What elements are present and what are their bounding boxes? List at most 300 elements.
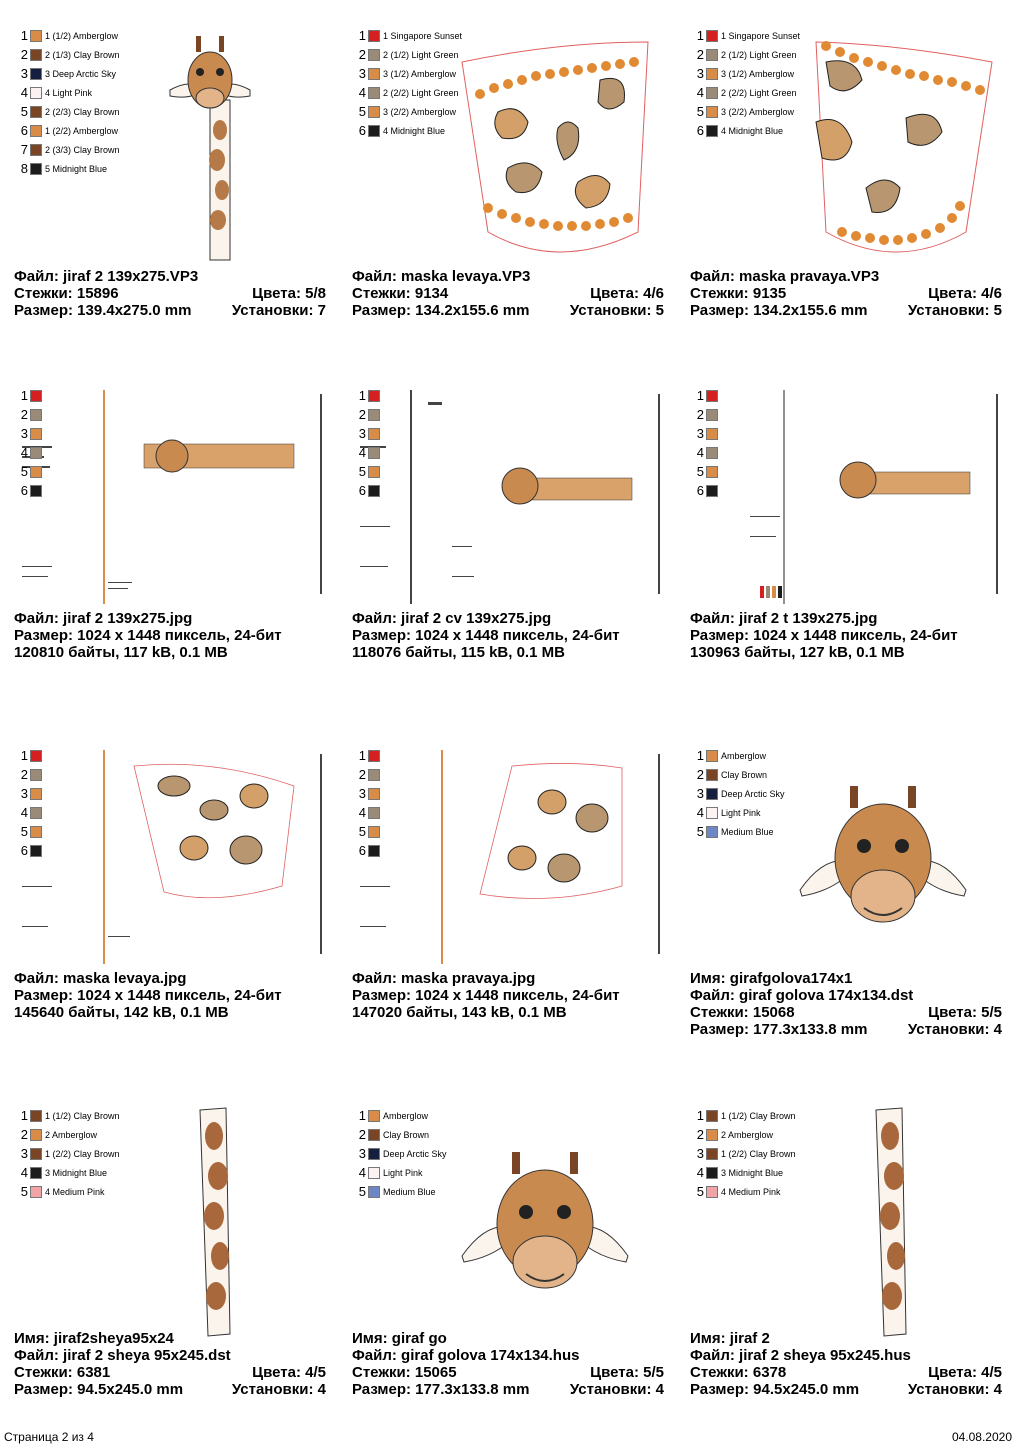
palette-entry bbox=[16, 841, 128, 860]
palette-index: 6 bbox=[20, 843, 28, 858]
palette-index: 3 bbox=[358, 1146, 366, 1161]
palette-entry bbox=[692, 1163, 804, 1182]
palette-entry bbox=[692, 803, 804, 822]
color-swatch bbox=[368, 1148, 380, 1160]
palette-index: 4 bbox=[358, 85, 366, 100]
palette-index: 6 bbox=[358, 123, 366, 138]
palette-entry bbox=[16, 443, 128, 462]
palette-entry bbox=[354, 386, 466, 405]
thread-name: Medium Blue bbox=[383, 1186, 436, 1197]
info-label: Размер: 134.2x155.6 mm bbox=[690, 302, 868, 319]
palette-entry bbox=[16, 102, 128, 121]
info-line bbox=[352, 627, 664, 644]
info-label: Размер: 177.3x133.8 mm bbox=[352, 1381, 530, 1398]
color-swatch bbox=[30, 826, 42, 838]
info-label: Стежки: 15068 bbox=[690, 1004, 795, 1021]
info-label: Файл: jiraf 2 139x275.jpg bbox=[14, 610, 193, 627]
palette-index: 1 bbox=[358, 28, 366, 43]
info-label: Имя: jiraf 2 bbox=[690, 1330, 770, 1347]
giraffe-neck-art bbox=[196, 1106, 236, 1338]
palette-entry bbox=[692, 1106, 804, 1125]
info-line bbox=[690, 970, 1002, 987]
design-card-maska-levaya-vp3[interactable] bbox=[352, 26, 672, 376]
thread-name: 4 Medium Pink bbox=[721, 1186, 781, 1197]
info-line bbox=[352, 987, 664, 1004]
thread-name: 2 (1/2) Light Green bbox=[383, 49, 459, 60]
palette-entry bbox=[354, 443, 466, 462]
color-swatch bbox=[368, 466, 380, 478]
info-value: Цвета: 5/8 bbox=[252, 285, 326, 302]
design-info bbox=[690, 1330, 1002, 1398]
color-swatch bbox=[30, 144, 42, 156]
palette-entry bbox=[692, 45, 804, 64]
info-value: Цвета: 4/5 bbox=[928, 1364, 1002, 1381]
info-line bbox=[690, 1330, 1002, 1347]
info-line bbox=[690, 987, 1002, 1004]
color-swatch bbox=[368, 769, 380, 781]
color-swatch bbox=[706, 1148, 718, 1160]
info-label: Размер: 1024 x 1448 пиксель, 24-бит bbox=[690, 627, 958, 644]
design-card-jiraf-vp3[interactable] bbox=[14, 26, 334, 376]
palette-index: 7 bbox=[20, 142, 28, 157]
thread-name: 2 Amberglow bbox=[45, 1129, 98, 1140]
info-line bbox=[690, 1364, 1002, 1381]
color-swatch bbox=[30, 1167, 42, 1179]
info-label: Файл: maska levaya.VP3 bbox=[352, 268, 531, 285]
palette-entry bbox=[16, 121, 128, 140]
palette-index: 3 bbox=[20, 426, 28, 441]
info-line bbox=[14, 1381, 326, 1398]
palette-index: 2 bbox=[20, 767, 28, 782]
color-swatch bbox=[30, 49, 42, 61]
palette-index: 5 bbox=[20, 1184, 28, 1199]
info-label: Размер: 94.5x245.0 mm bbox=[690, 1381, 860, 1398]
info-line bbox=[690, 302, 1002, 319]
color-palette bbox=[692, 1106, 804, 1201]
palette-entry bbox=[354, 1144, 466, 1163]
palette-entry bbox=[354, 1163, 466, 1182]
color-palette bbox=[692, 26, 804, 140]
palette-index: 1 bbox=[696, 748, 704, 763]
palette-entry bbox=[16, 83, 128, 102]
palette-index: 4 bbox=[358, 445, 366, 460]
color-swatch bbox=[706, 466, 718, 478]
thread-name: 1 (1/2) Clay Brown bbox=[45, 1110, 120, 1121]
palette-index: 2 bbox=[358, 407, 366, 422]
info-label: 130963 байты, 127 kB, 0.1 MB bbox=[690, 644, 905, 661]
color-swatch bbox=[30, 106, 42, 118]
info-value: Цвета: 4/6 bbox=[590, 285, 664, 302]
color-swatch bbox=[368, 788, 380, 800]
color-swatch bbox=[30, 1110, 42, 1122]
palette-index: 2 bbox=[358, 47, 366, 62]
info-line bbox=[14, 610, 326, 627]
palette-index: 3 bbox=[20, 66, 28, 81]
palette-entry bbox=[692, 1144, 804, 1163]
color-swatch bbox=[30, 447, 42, 459]
palette-entry bbox=[354, 803, 466, 822]
color-swatch bbox=[368, 125, 380, 137]
preview-card-maska-levaya-jpg[interactable] bbox=[14, 746, 334, 1096]
info-line bbox=[14, 644, 326, 661]
color-swatch bbox=[30, 788, 42, 800]
color-swatch bbox=[368, 826, 380, 838]
color-swatch bbox=[706, 788, 718, 800]
color-swatch bbox=[368, 845, 380, 857]
palette-entry bbox=[692, 765, 804, 784]
palette-index: 3 bbox=[696, 786, 704, 801]
color-swatch bbox=[30, 68, 42, 80]
thread-name: 2 (3/3) Clay Brown bbox=[45, 144, 120, 155]
palette-entry bbox=[16, 803, 128, 822]
color-swatch bbox=[30, 390, 42, 402]
info-line bbox=[14, 987, 326, 1004]
palette-entry bbox=[692, 386, 804, 405]
info-value: Цвета: 4/5 bbox=[252, 1364, 326, 1381]
palette-entry bbox=[16, 424, 128, 443]
palette-index: 1 bbox=[20, 28, 28, 43]
palette-index: 4 bbox=[20, 1165, 28, 1180]
palette-index: 1 bbox=[696, 28, 704, 43]
info-label: Стежки: 15896 bbox=[14, 285, 119, 302]
info-label: Стежки: 6378 bbox=[690, 1364, 787, 1381]
color-swatch bbox=[368, 428, 380, 440]
palette-index: 2 bbox=[20, 47, 28, 62]
thread-name: 2 (1/3) Clay Brown bbox=[45, 49, 120, 60]
palette-entry bbox=[16, 1125, 128, 1144]
color-swatch bbox=[706, 807, 718, 819]
palette-index: 3 bbox=[358, 426, 366, 441]
info-label: Стежки: 6381 bbox=[14, 1364, 111, 1381]
palette-entry bbox=[16, 481, 128, 500]
color-swatch bbox=[368, 106, 380, 118]
color-swatch bbox=[368, 807, 380, 819]
palette-entry bbox=[692, 405, 804, 424]
thread-name: Deep Arctic Sky bbox=[721, 788, 785, 799]
color-swatch bbox=[368, 30, 380, 42]
preview-card-jiraf-cv-jpg[interactable] bbox=[352, 386, 672, 736]
thread-name: 4 Medium Pink bbox=[45, 1186, 105, 1197]
color-swatch bbox=[30, 30, 42, 42]
color-swatch bbox=[368, 447, 380, 459]
info-value: Установки: 4 bbox=[231, 1381, 326, 1398]
palette-index: 2 bbox=[358, 1127, 366, 1142]
info-label: Стежки: 9135 bbox=[690, 285, 787, 302]
thread-name: Deep Arctic Sky bbox=[383, 1148, 447, 1159]
preview-card-jiraf-jpg[interactable] bbox=[14, 386, 334, 736]
color-swatch bbox=[706, 769, 718, 781]
color-swatch bbox=[30, 87, 42, 99]
thread-name: 3 Midnight Blue bbox=[45, 1167, 108, 1178]
info-value: Цвета: 4/6 bbox=[928, 285, 1002, 302]
palette-entry bbox=[354, 26, 466, 45]
palette-index: 6 bbox=[696, 123, 704, 138]
info-label: Размер: 134.2x155.6 mm bbox=[352, 302, 530, 319]
palette-entry bbox=[354, 424, 466, 443]
palette-index: 3 bbox=[358, 66, 366, 81]
color-swatch bbox=[706, 409, 718, 421]
color-swatch bbox=[706, 1186, 718, 1198]
color-swatch bbox=[368, 1129, 380, 1141]
color-swatch bbox=[706, 106, 718, 118]
info-label: Файл: giraf golova 174x134.dst bbox=[690, 987, 914, 1004]
color-swatch bbox=[368, 49, 380, 61]
info-line bbox=[352, 302, 664, 319]
info-value: Цвета: 5/5 bbox=[590, 1364, 664, 1381]
palette-entry bbox=[16, 1106, 128, 1125]
info-label: Файл: jiraf 2 cv 139x275.jpg bbox=[352, 610, 552, 627]
palette-entry bbox=[16, 26, 128, 45]
palette-entry bbox=[16, 386, 128, 405]
info-line bbox=[14, 1347, 326, 1364]
color-palette bbox=[354, 746, 466, 860]
info-label: Размер: 177.3x133.8 mm bbox=[690, 1021, 868, 1038]
palette-index: 5 bbox=[358, 1184, 366, 1199]
color-swatch bbox=[706, 1129, 718, 1141]
palette-index: 1 bbox=[358, 748, 366, 763]
page-number: Страница 2 из 4 bbox=[4, 1430, 94, 1444]
thread-name: 3 (1/2) Amberglow bbox=[721, 68, 795, 79]
design-card-jiraf2sheya-hus[interactable] bbox=[690, 1106, 1010, 1448]
giraffe-neck-art bbox=[872, 1106, 912, 1338]
palette-entry bbox=[692, 462, 804, 481]
palette-index: 8 bbox=[20, 161, 28, 176]
palette-entry bbox=[16, 462, 128, 481]
thread-name: Amberglow bbox=[721, 750, 767, 761]
info-label: 120810 байты, 117 kB, 0.1 MB bbox=[14, 644, 228, 661]
info-label: Файл: jiraf 2 139x275.VP3 bbox=[14, 268, 199, 285]
palette-index: 3 bbox=[696, 426, 704, 441]
palette-entry bbox=[692, 784, 804, 803]
preview-card-maska-pravaya-jpg[interactable] bbox=[352, 746, 672, 1096]
palette-index: 2 bbox=[696, 407, 704, 422]
info-label: Размер: 94.5x245.0 mm bbox=[14, 1381, 184, 1398]
info-line bbox=[352, 1364, 664, 1381]
color-swatch bbox=[30, 750, 42, 762]
thread-name: 1 (2/2) Clay Brown bbox=[721, 1148, 796, 1159]
color-palette bbox=[354, 26, 466, 140]
thread-name: 2 (2/2) Light Green bbox=[721, 87, 797, 98]
info-label: Имя: girafgolova174x1 bbox=[690, 970, 853, 987]
palette-index: 4 bbox=[20, 445, 28, 460]
color-palette bbox=[16, 1106, 128, 1201]
info-line bbox=[14, 1364, 326, 1381]
color-swatch bbox=[706, 125, 718, 137]
thread-name: 3 (2/2) Amberglow bbox=[721, 106, 795, 117]
info-label: Размер: 1024 x 1448 пиксель, 24-бит bbox=[14, 627, 282, 644]
palette-entry bbox=[16, 1163, 128, 1182]
info-line bbox=[690, 1004, 1002, 1021]
color-swatch bbox=[706, 390, 718, 402]
palette-entry bbox=[354, 1182, 466, 1201]
palette-index: 6 bbox=[696, 483, 704, 498]
info-label: Файл: jiraf 2 t 139x275.jpg bbox=[690, 610, 878, 627]
palette-entry bbox=[692, 83, 804, 102]
info-label: Размер: 1024 x 1448 пиксель, 24-бит bbox=[352, 987, 620, 1004]
giraffe-head-art bbox=[460, 1146, 630, 1310]
palette-index: 1 bbox=[696, 1108, 704, 1123]
palette-index: 5 bbox=[358, 824, 366, 839]
file-info bbox=[14, 970, 326, 1021]
palette-entry bbox=[354, 45, 466, 64]
palette-entry bbox=[354, 102, 466, 121]
palette-entry bbox=[16, 746, 128, 765]
color-swatch bbox=[368, 1110, 380, 1122]
color-swatch bbox=[368, 68, 380, 80]
mask-left-art bbox=[458, 32, 658, 262]
info-line bbox=[352, 1381, 664, 1398]
color-swatch bbox=[368, 409, 380, 421]
palette-index: 6 bbox=[20, 123, 28, 138]
color-swatch bbox=[706, 1167, 718, 1179]
thread-name: 4 Midnight Blue bbox=[721, 125, 784, 136]
thread-name: 3 (1/2) Amberglow bbox=[383, 68, 457, 79]
color-swatch bbox=[706, 49, 718, 61]
color-swatch bbox=[368, 1186, 380, 1198]
giraffe-full-art bbox=[162, 30, 258, 262]
info-label: Файл: maska pravaya.jpg bbox=[352, 970, 536, 987]
info-line bbox=[690, 627, 1002, 644]
info-value: Цвета: 5/5 bbox=[928, 1004, 1002, 1021]
info-label: 145640 байты, 142 kB, 0.1 MB bbox=[14, 1004, 229, 1021]
thread-name: 3 Deep Arctic Sky bbox=[45, 68, 117, 79]
info-label: Размер: 1024 x 1448 пиксель, 24-бит bbox=[352, 627, 620, 644]
thread-name: 4 Midnight Blue bbox=[383, 125, 446, 136]
color-palette bbox=[692, 386, 804, 500]
info-line bbox=[352, 970, 664, 987]
info-label: Файл: maska levaya.jpg bbox=[14, 970, 187, 987]
palette-index: 5 bbox=[696, 1184, 704, 1199]
palette-entry bbox=[354, 746, 466, 765]
palette-index: 2 bbox=[696, 1127, 704, 1142]
color-swatch bbox=[706, 30, 718, 42]
info-label: Стежки: 15065 bbox=[352, 1364, 457, 1381]
color-swatch bbox=[368, 390, 380, 402]
palette-entry bbox=[354, 462, 466, 481]
info-line bbox=[690, 285, 1002, 302]
info-line bbox=[690, 610, 1002, 627]
thread-name: Medium Blue bbox=[721, 826, 774, 837]
info-label: Имя: giraf go bbox=[352, 1330, 447, 1347]
info-line bbox=[352, 644, 664, 661]
palette-index: 3 bbox=[358, 786, 366, 801]
print-date: 04.08.2020 bbox=[951, 1430, 1012, 1444]
palette-index: 1 bbox=[20, 388, 28, 403]
palette-entry bbox=[692, 481, 804, 500]
design-info bbox=[352, 268, 664, 319]
thread-name: 1 Singapore Sunset bbox=[721, 30, 801, 41]
info-line bbox=[14, 1330, 326, 1347]
palette-index: 4 bbox=[358, 1165, 366, 1180]
color-swatch bbox=[368, 1167, 380, 1179]
design-info bbox=[690, 970, 1002, 1038]
palette-index: 4 bbox=[696, 445, 704, 460]
thread-name: 2 (1/2) Light Green bbox=[721, 49, 797, 60]
palette-entry bbox=[354, 784, 466, 803]
thread-name: 1 (1/2) Clay Brown bbox=[721, 1110, 796, 1121]
palette-index: 5 bbox=[358, 464, 366, 479]
design-info bbox=[14, 1330, 326, 1398]
color-swatch bbox=[30, 1186, 42, 1198]
thread-name: 1 Singapore Sunset bbox=[383, 30, 463, 41]
color-swatch bbox=[368, 750, 380, 762]
color-swatch bbox=[368, 87, 380, 99]
palette-entry bbox=[354, 1125, 466, 1144]
info-label: Файл: jiraf 2 sheya 95x245.hus bbox=[690, 1347, 911, 1364]
palette-entry bbox=[354, 765, 466, 784]
design-info bbox=[690, 268, 1002, 319]
color-swatch bbox=[30, 845, 42, 857]
file-info bbox=[352, 970, 664, 1021]
thread-name: 1 (2/2) Amberglow bbox=[45, 125, 119, 136]
file-info bbox=[14, 610, 326, 661]
palette-index: 3 bbox=[696, 66, 704, 81]
color-swatch bbox=[30, 466, 42, 478]
color-swatch bbox=[368, 485, 380, 497]
info-line bbox=[14, 302, 326, 319]
info-line bbox=[14, 285, 326, 302]
palette-entry bbox=[692, 424, 804, 443]
color-palette bbox=[16, 386, 128, 500]
palette-entry bbox=[16, 822, 128, 841]
thread-name: Clay Brown bbox=[383, 1129, 430, 1140]
info-value: Установки: 4 bbox=[569, 1381, 664, 1398]
palette-entry bbox=[692, 1125, 804, 1144]
thread-name: 2 (2/2) Light Green bbox=[383, 87, 459, 98]
info-label: Стежки: 9134 bbox=[352, 285, 449, 302]
thread-name: 1 (2/2) Clay Brown bbox=[45, 1148, 120, 1159]
palette-index: 1 bbox=[20, 1108, 28, 1123]
design-card-maska-pravaya-vp3[interactable] bbox=[690, 26, 1010, 376]
info-value: Установки: 5 bbox=[569, 302, 664, 319]
palette-entry bbox=[16, 64, 128, 83]
info-line bbox=[14, 627, 326, 644]
color-swatch bbox=[706, 750, 718, 762]
info-label: 147020 байты, 143 kB, 0.1 MB bbox=[352, 1004, 567, 1021]
design-card-giraf-golova-dst[interactable] bbox=[690, 746, 1010, 1096]
palette-entry bbox=[16, 765, 128, 784]
thread-name: Light Pink bbox=[383, 1167, 423, 1178]
palette-entry bbox=[16, 784, 128, 803]
palette-entry bbox=[692, 26, 804, 45]
info-label: Размер: 1024 x 1448 пиксель, 24-бит bbox=[14, 987, 282, 1004]
palette-index: 5 bbox=[696, 824, 704, 839]
info-label: Файл: maska pravaya.VP3 bbox=[690, 268, 880, 285]
design-card-giraf-golova-hus[interactable] bbox=[352, 1106, 672, 1448]
palette-index: 5 bbox=[20, 104, 28, 119]
thread-name: 2 Amberglow bbox=[721, 1129, 774, 1140]
info-line bbox=[14, 1004, 326, 1021]
file-info bbox=[690, 610, 1002, 661]
thread-name: Amberglow bbox=[383, 1110, 429, 1121]
design-card-jiraf2sheya-dst[interactable] bbox=[14, 1106, 334, 1448]
palette-entry bbox=[692, 746, 804, 765]
palette-index: 4 bbox=[20, 85, 28, 100]
palette-entry bbox=[354, 64, 466, 83]
palette-entry bbox=[16, 405, 128, 424]
info-line bbox=[14, 268, 326, 285]
palette-index: 1 bbox=[358, 1108, 366, 1123]
palette-index: 2 bbox=[20, 1127, 28, 1142]
thread-name: 1 (1/2) Amberglow bbox=[45, 30, 119, 41]
info-label: Файл: giraf golova 174x134.hus bbox=[352, 1347, 580, 1364]
preview-card-jiraf-t-jpg[interactable] bbox=[690, 386, 1010, 736]
palette-index: 1 bbox=[696, 388, 704, 403]
color-swatch bbox=[30, 409, 42, 421]
color-swatch bbox=[706, 485, 718, 497]
info-value: Установки: 4 bbox=[907, 1381, 1002, 1398]
color-palette bbox=[354, 1106, 466, 1201]
